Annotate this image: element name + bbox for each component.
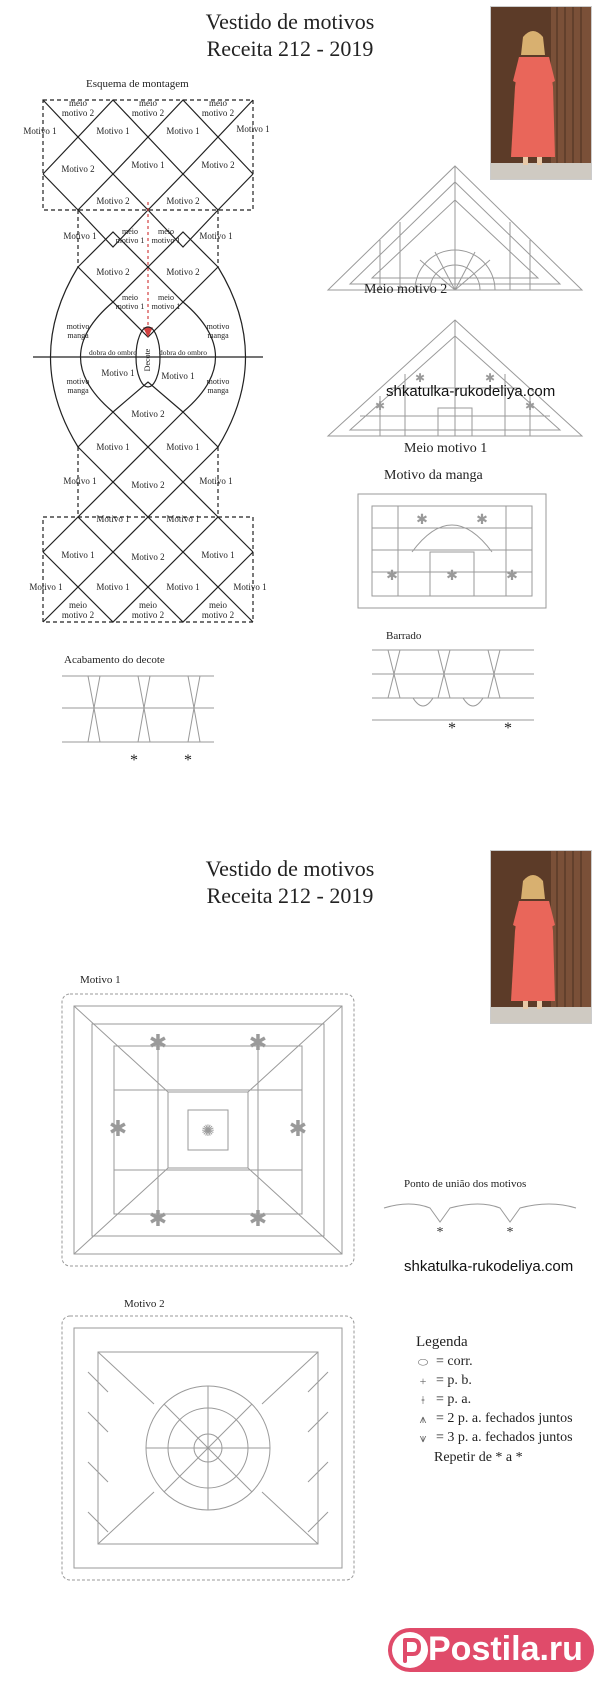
motivo-da-manga-chart bbox=[352, 488, 552, 614]
double-crochet-icon: ǂ bbox=[421, 1392, 425, 1407]
lbl-motivo1-g2: motivo 1 bbox=[151, 302, 181, 311]
page1-title-line2: Receita 212 - 2019 bbox=[206, 36, 374, 61]
svg-text:✱: ✱ bbox=[476, 513, 488, 528]
lbl-meio-g2: meio bbox=[158, 293, 174, 302]
motivo-2-label: Motivo 2 bbox=[124, 1298, 165, 1310]
lbl-m2-f1: Motivo 2 bbox=[96, 267, 130, 277]
page2-title-line1: Vestido de motivos bbox=[205, 856, 375, 881]
dc2tog-icon: ⩚ bbox=[419, 1411, 427, 1426]
svg-text:✱: ✱ bbox=[386, 569, 398, 584]
lbl-m1-b3: Motivo 1 bbox=[166, 126, 200, 136]
svg-text:✺: ✺ bbox=[201, 1123, 215, 1140]
lbl-motivo-h1: motivo bbox=[66, 322, 90, 331]
lbl-m1-e1: Motivo 1 bbox=[63, 231, 97, 241]
lbl-motivo2-a3: motivo 2 bbox=[201, 108, 235, 118]
watermark-1: shkatulka-rukodeliya.com bbox=[386, 383, 556, 400]
dc3tog-icon: ⩛ bbox=[419, 1430, 427, 1445]
motivo-2-chart bbox=[58, 1312, 358, 1584]
lbl-m1-b1: Motivo 1 bbox=[23, 126, 57, 136]
postila-p-icon bbox=[392, 1632, 428, 1668]
lbl-m2-d1: Motivo 2 bbox=[96, 196, 130, 206]
svg-text:✱: ✱ bbox=[148, 1030, 168, 1055]
barrado-chart bbox=[368, 644, 538, 728]
lbl-m2-m2: Motivo 2 bbox=[131, 480, 165, 490]
lbl-m1-i2: Motivo 1 bbox=[161, 371, 195, 381]
svg-text:*: * bbox=[436, 1225, 444, 1236]
lbl-m1-o1: Motivo 1 bbox=[61, 550, 95, 560]
lbl-manga-j2: manga bbox=[207, 386, 229, 395]
lbl-motivo1-e3: motivo 1 bbox=[151, 236, 181, 245]
lbl-manga-h1: manga bbox=[67, 331, 89, 340]
legend-repeat: Repetir de * a * bbox=[434, 1450, 523, 1465]
assembly-diagram bbox=[18, 92, 278, 632]
motivo-1-chart bbox=[58, 990, 358, 1270]
svg-text:✱: ✱ bbox=[108, 1116, 128, 1141]
lbl-m1-p2: Motivo 1 bbox=[96, 582, 130, 592]
lbl-meio-g1: meio bbox=[122, 293, 138, 302]
lbl-m1-l2: Motivo 1 bbox=[166, 442, 200, 452]
acabamento-star-2: * bbox=[184, 752, 192, 769]
lbl-m1-e4: Motivo 1 bbox=[199, 231, 233, 241]
motivo-da-manga-label: Motivo da manga bbox=[384, 468, 483, 483]
meio-motivo-1-chart bbox=[320, 316, 590, 442]
barrado-label: Barrado bbox=[386, 630, 422, 642]
lbl-m1-b2: Motivo 1 bbox=[96, 126, 130, 136]
lbl-meio-a2: meio bbox=[139, 98, 157, 108]
svg-text:✱: ✱ bbox=[506, 569, 518, 584]
legend-item-text: = 2 p. a. fechados juntos bbox=[436, 1411, 573, 1426]
lbl-m1-p1: Motivo 1 bbox=[29, 582, 63, 592]
svg-text:✱: ✱ bbox=[446, 569, 458, 584]
lbl-motivo1-g1: motivo 1 bbox=[115, 302, 145, 311]
chain-stitch-icon: ⬭ bbox=[417, 1354, 429, 1369]
barrado-star-2: * bbox=[504, 720, 512, 737]
svg-text:✱: ✱ bbox=[148, 1206, 168, 1231]
lbl-m1-i1: Motivo 1 bbox=[101, 368, 135, 378]
lbl-meio-a3: meio bbox=[209, 98, 227, 108]
assembly-heading: Esquema de montagem bbox=[86, 78, 189, 90]
lbl-motivo2-q3: motivo 2 bbox=[201, 610, 235, 620]
motivo-1-label: Motivo 1 bbox=[80, 974, 121, 986]
uniao-chart bbox=[380, 1196, 580, 1236]
legend-item-text: = 3 p. a. fechados juntos bbox=[436, 1430, 573, 1445]
lbl-decote: Decote bbox=[143, 348, 152, 372]
lbl-meio-e2: meio bbox=[122, 227, 138, 236]
svg-text:✱: ✱ bbox=[416, 513, 428, 528]
svg-text:✱: ✱ bbox=[248, 1206, 268, 1231]
lbl-m1-m1: Motivo 1 bbox=[63, 476, 97, 486]
lbl-m1-c2: Motivo 1 bbox=[131, 160, 165, 170]
uniao-label: Ponto de união dos motivos bbox=[404, 1178, 527, 1190]
lbl-meio-q3: meio bbox=[209, 600, 227, 610]
legend-title: Legenda bbox=[416, 1334, 468, 1350]
lbl-meio-e3: meio bbox=[158, 227, 174, 236]
legend-item-text: = p. a. bbox=[436, 1392, 472, 1407]
lbl-meio-q2: meio bbox=[139, 600, 157, 610]
lbl-m1-b4: Motivo 1 bbox=[236, 124, 270, 134]
lbl-m1-o3: Motivo 1 bbox=[201, 550, 235, 560]
lbl-m1-n1: Motivo 1 bbox=[96, 514, 130, 524]
lbl-motivo1-e2: motivo 1 bbox=[115, 236, 145, 245]
lbl-motivo-j2: motivo bbox=[206, 377, 230, 386]
lbl-motivo-j1: motivo bbox=[66, 377, 90, 386]
lbl-motivo2-q1: motivo 2 bbox=[61, 610, 95, 620]
model-photo-2 bbox=[490, 850, 592, 1024]
lbl-m2-c1: Motivo 2 bbox=[61, 164, 95, 174]
legend-item-3pa bbox=[414, 1430, 573, 1446]
lbl-m1-p3: Motivo 1 bbox=[166, 582, 200, 592]
lbl-m2-c3: Motivo 2 bbox=[201, 160, 235, 170]
svg-text:✱: ✱ bbox=[374, 399, 386, 413]
page2-title bbox=[140, 855, 440, 909]
postila-brand-text[interactable]: Postila.ru bbox=[428, 1630, 583, 1668]
lbl-meio-q1: meio bbox=[69, 600, 87, 610]
lbl-dobra-2: dobra do ombro bbox=[159, 348, 207, 357]
svg-text:✱: ✱ bbox=[288, 1116, 308, 1141]
page1-title bbox=[140, 8, 440, 62]
lbl-m1-m3: Motivo 1 bbox=[199, 476, 233, 486]
meio-motivo-1-label: Meio motivo 1 bbox=[404, 441, 488, 456]
svg-text:✱: ✱ bbox=[484, 371, 496, 385]
lbl-motivo2-a2: motivo 2 bbox=[131, 108, 165, 118]
lbl-motivo2-q2: motivo 2 bbox=[131, 610, 165, 620]
legend-item-2pa bbox=[414, 1411, 573, 1427]
legend-item-text: = corr. bbox=[436, 1354, 473, 1369]
lbl-m1-p4: Motivo 1 bbox=[233, 582, 267, 592]
lbl-m1-n2: Motivo 1 bbox=[166, 514, 200, 524]
svg-text:✱: ✱ bbox=[524, 399, 536, 413]
lbl-m2-k1: Motivo 2 bbox=[131, 409, 165, 419]
lbl-m1-l1: Motivo 1 bbox=[96, 442, 130, 452]
meio-motivo-2-label: Meio motivo 2 bbox=[364, 282, 448, 297]
legend-item-pb bbox=[414, 1373, 472, 1389]
lbl-manga-j1: manga bbox=[67, 386, 89, 395]
legend-item-pa bbox=[414, 1392, 471, 1408]
acabamento-label: Acabamento do decote bbox=[64, 654, 165, 666]
single-crochet-icon: + bbox=[419, 1373, 427, 1388]
acabamento-star-1: * bbox=[130, 752, 138, 769]
svg-text:✱: ✱ bbox=[248, 1030, 268, 1055]
svg-text:*: * bbox=[506, 1225, 514, 1236]
model-photo-1 bbox=[490, 6, 592, 180]
lbl-m2-o2: Motivo 2 bbox=[131, 552, 165, 562]
meio-motivo-2-chart bbox=[320, 160, 590, 300]
lbl-dobra-1: dobra do ombro bbox=[89, 348, 137, 357]
page1-title-line1: Vestido de motivos bbox=[205, 9, 375, 34]
lbl-m2-d2: Motivo 2 bbox=[166, 196, 200, 206]
lbl-manga-h2: manga bbox=[207, 331, 229, 340]
legend-item-text: = p. b. bbox=[436, 1373, 472, 1388]
page2-title-line2: Receita 212 - 2019 bbox=[206, 883, 374, 908]
barrado-star-1: * bbox=[448, 720, 456, 737]
lbl-m2-f2: Motivo 2 bbox=[166, 267, 200, 277]
watermark-2: shkatulka-rukodeliya.com bbox=[404, 1258, 574, 1275]
acabamento-chart bbox=[58, 670, 218, 750]
lbl-motivo-h2: motivo bbox=[206, 322, 230, 331]
lbl-meio-a1: meio bbox=[69, 98, 87, 108]
lbl-motivo2-a1: motivo 2 bbox=[61, 108, 95, 118]
svg-text:✱: ✱ bbox=[414, 371, 426, 385]
legend-item-corr bbox=[414, 1354, 473, 1370]
